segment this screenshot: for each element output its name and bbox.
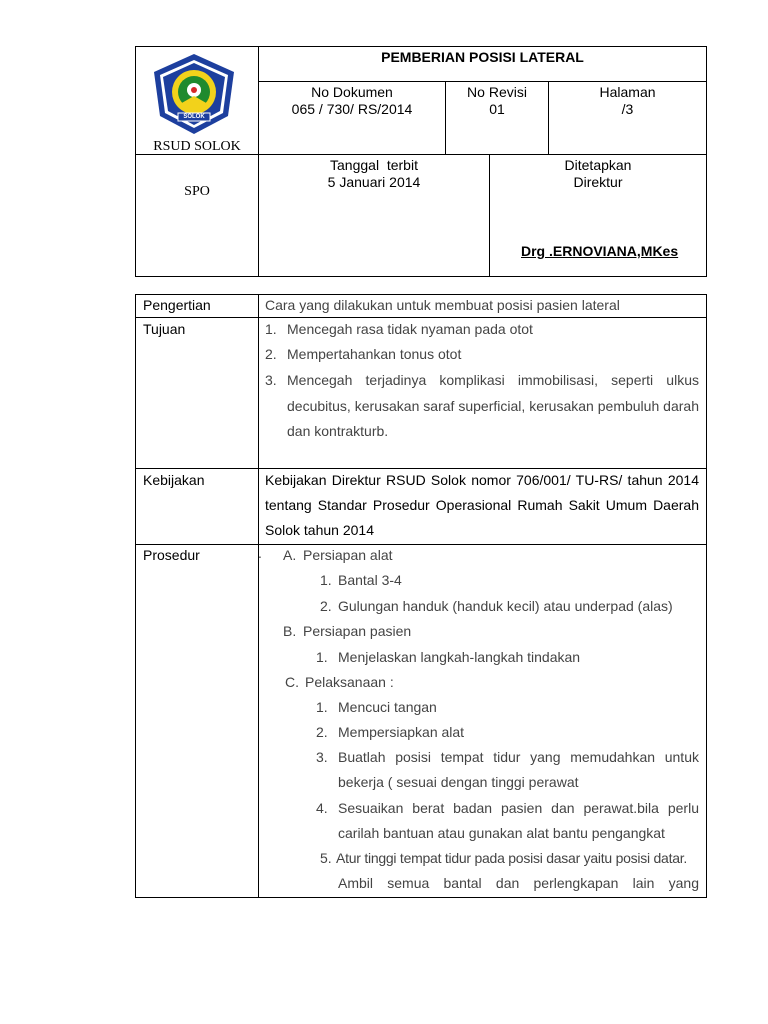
director-name: Drg .ERNOVIANA,MKes <box>521 243 679 259</box>
item-num: 5. <box>320 850 332 866</box>
tujuan-num: 3. <box>265 372 277 388</box>
prosedur-label: Prosedur <box>143 547 200 563</box>
spo-label: SPO <box>184 184 210 199</box>
item-num: 2. <box>320 598 332 614</box>
no-dokumen-label: No Dokumen <box>311 84 393 100</box>
kebijakan-line: Solok tahun 2014 <box>265 522 374 538</box>
item-line: Atur tinggi tempat tidur pada posisi dasar yaitu posisi datar. <box>336 850 688 866</box>
item-line: Mencuci tangan <box>338 699 437 715</box>
tujuan-line: Mempertahankan tonus otot <box>287 346 462 362</box>
item-line: carilah bantuan atau gunakan alat bantu pengangkat <box>338 825 665 841</box>
kebijakan-line: Kebijakan Direktur RSUD Solok nomor 706/001/ TU-RS/ tahun 2014 <box>265 472 699 488</box>
item-num: 2. <box>316 724 328 740</box>
ditetapkan-label: Ditetapkan <box>564 157 632 173</box>
org-name: RSUD SOLOK <box>153 139 241 154</box>
item-line: Bantal 3-4 <box>338 572 402 588</box>
item-line: Menjelaskan langkah-langkah tindakan <box>338 649 581 665</box>
prosedur-bullet: . <box>258 545 262 561</box>
item-num: 4. <box>316 800 328 816</box>
section-title: Persiapan alat <box>303 547 393 563</box>
document-title: PEMBERIAN POSISI LATERAL <box>381 49 584 65</box>
tanggal-value: 5 Januari 2014 <box>327 174 421 190</box>
section-letter: A. <box>283 547 297 563</box>
item-line: Gulungan handuk (handuk kecil) atau underpad (alas) <box>338 598 673 614</box>
no-dokumen-value: 065 / 730/ RS/2014 <box>291 101 413 117</box>
tanggal-label: Tanggal terbit <box>330 157 418 173</box>
section-letter: C. <box>285 674 299 690</box>
item-num: 1. <box>320 572 332 588</box>
item-num: 1. <box>316 699 328 715</box>
item-line: Ambil semua bantal dan perlengkapan lain yang <box>338 875 699 891</box>
tujuan-num: 1. <box>265 321 277 337</box>
kebijakan-line: tentang Standar Prosedur Operasional Rumah Sakit Umum Daerah <box>265 497 699 513</box>
tujuan-line: decubitus, kerusakan saraf superficial, kerusakan pembuluh darah <box>287 398 699 414</box>
logo <box>150 52 238 136</box>
item-num: 1. <box>316 649 328 665</box>
halaman-label: Halaman <box>599 84 656 100</box>
section-title: Pelaksanaan : <box>305 674 394 690</box>
tujuan-label: Tujuan <box>143 321 186 337</box>
item-line: Sesuaikan berat badan pasien dan perawat.bila perlu <box>338 800 699 816</box>
pengertian-label: Pengertian <box>143 297 211 313</box>
item-line: bekerja ( sesuai dengan tinggi perawat <box>338 774 579 790</box>
halaman-value: /3 <box>621 101 634 117</box>
ditetapkan-role: Direktur <box>573 174 623 190</box>
no-revisi-label: No Revisi <box>467 84 527 100</box>
tujuan-num: 2. <box>265 346 277 362</box>
tujuan-line: Mencegah terjadinya komplikasi immobilisasi, seperti ulkus <box>287 372 699 388</box>
pengertian-text: Cara yang dilakukan untuk membuat posisi pasien lateral <box>265 297 620 313</box>
item-line: Mempersiapkan alat <box>338 724 465 740</box>
logo-bottom-text: SOLOK <box>183 114 205 120</box>
no-revisi-value: 01 <box>489 101 505 117</box>
item-line: Buatlah posisi tempat tidur yang memudahkan untuk <box>338 749 699 765</box>
tujuan-line: Mencegah rasa tidak nyaman pada otot <box>287 321 533 337</box>
section-letter: B. <box>283 623 297 639</box>
item-num: 3. <box>316 749 328 765</box>
tujuan-line: dan kontrakturb. <box>287 423 389 439</box>
section-title: Persiapan pasien <box>303 623 412 639</box>
rsud-solok-seal-icon <box>150 52 238 136</box>
kebijakan-label: Kebijakan <box>143 472 205 488</box>
